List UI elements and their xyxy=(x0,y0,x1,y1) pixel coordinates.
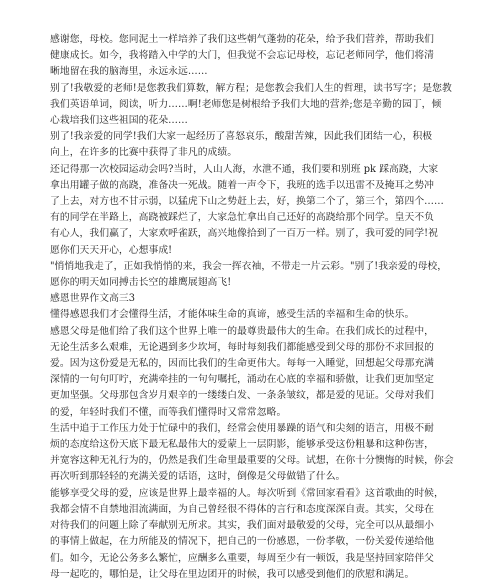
text-line: 向上，在许多的比赛中获得了非凡的成绩。 xyxy=(50,147,238,159)
text-line: 别了!我敬爱的老师!是您教我们算数，解方程；是您教会我们人生的哲理，读书写字；是您教 xyxy=(50,82,452,94)
text-line: 健康成长。如今，我将踏入中学的大门，但我觉不会忘记母校，忘记老师同学，他们将清 xyxy=(50,50,435,62)
text-line: 爱。因为这份爱是无私的，因而比我们的生命更伟大。每每一入睡觉，回想起父母那充满 xyxy=(50,358,435,370)
text-line: 我都会情不自禁地泪流满面，为自己曾经很不得体的言行和态度深深自责。其实，父母在 xyxy=(50,503,435,515)
section-heading: 感恩世界作文高三3 xyxy=(50,293,136,305)
text-line: 晰地留在我的脑海里，永远永远…… xyxy=(50,66,208,78)
text-line: 还记得那一次校园运动会吗?当时，人山人海，水泄不通，我们要和别班 pk 踩高跷，大家 xyxy=(50,163,439,175)
text-line: 母一起吃的，哪怕是，让父母在里边团开的时候，我可以感受到他们的欣慰和满足。 xyxy=(50,568,415,580)
text-line: 愿你们天天开心，心想事成! xyxy=(50,244,173,256)
text-line: 有心人，我们赢了，大家欢呼雀跃，高兴地像拾到了一百万一样。别了，我可爱的同学!祝 xyxy=(50,228,439,240)
text-line: 的事情上做起，在力所能及的情况下，把自己的一份感恩，一份孝敬，一份关爱传递给他 xyxy=(50,536,435,548)
text-line: 心栽培我们这些祖国的花朵…… xyxy=(50,115,188,127)
text-line: 我们英语单词，阅读，听力……啊!老师您是树根给予我们大地的营养;您是辛勤的园丁，倾 xyxy=(50,98,442,110)
text-line: 懂得感恩我们才会懂得生活，才能体味生命的真谛，感受生活的幸福和生命的快乐。 xyxy=(50,309,415,321)
text-line: 烦的态度给这份天底下最无私最伟大的爱蒙上一层阴影，能够承受这份粗暴和这种伤害， xyxy=(50,439,435,451)
text-line: 的爱，年轻时我们不懂，而等我们懂得时又常常忽略。 xyxy=(50,406,287,418)
text-line: 拿出用罐子做的高跷，准备决一死战。随着一声令下，我班的选手以迅雷不及掩耳之势冲 xyxy=(50,179,435,191)
text-line: "悄悄地我走了，正如我悄悄的来，我会一挥衣袖，不带走一片云彩。"别了!我亲爱的母校， xyxy=(50,260,448,272)
text-line: 感恩父母是他们给了我们这个世界上唯一的最尊贵最伟大的生命。在我们成长的过程中， xyxy=(50,325,435,337)
text-line: 有的同学在半路上，高跷被踩烂了，大家急忙拿出自己还好的高跷给那个同学。皇天不负 xyxy=(50,212,435,224)
text-line: 愿你的明天如同搏击长空的雄鹰展翅高飞! xyxy=(50,277,232,289)
text-line: 对待我们的问题上除了奉献别无所求。其实，我们面对最敬爱的父母，完全可以从最细小 xyxy=(50,520,435,532)
text-line: 了上去，对方也不甘示弱，以猛虎下山之势赶上去，好，换第二个了，第三个，第四个…… xyxy=(50,196,444,208)
text-line: 更加坚强。父母那包含岁月艰辛的一缕缕白发、一条条皱纹，都是爱的见证。父母对我们 xyxy=(50,390,435,402)
text-line: 生活中追于工作压力处于忙碌中的我们，经常会使用暴躁的语气和尖刻的语言，用极不耐 xyxy=(50,422,435,434)
text-line: 并宽容这种无礼行为的，仍然是我们生命里最重要的父母。试想，在你十分懊悔的时候，你会 xyxy=(50,455,454,467)
text-line: 们。如今，无论公务多么繁忙，应酬多么重要，每周至少有一顿饭，我是坚持回家陪伴父 xyxy=(50,552,435,564)
text-line: 感谢您，母校。您同泥土一样培养了我们这些朝气蓬勃的花朵，给予我们营养，帮助我们 xyxy=(50,34,435,45)
text-line: 别了!我亲爱的同学!我们大家一起经历了喜怒哀乐，酸甜苦辣，因此我们团结一心，积极 xyxy=(50,131,433,143)
text-line: 能够享受父母的爱，应该是世界上最幸福的人。每次听到《常回家看看》这首歌曲的时候， xyxy=(50,487,444,499)
text-line: 再次听到那轻轻的充满关爱的话语，这时，倒像是父母做错了什么。 xyxy=(50,471,346,483)
text-line: 无论生活多么艰难，无论遇到多少坎坷，每时每刻我们都能感受到父母的那份不求回报的 xyxy=(50,341,435,353)
document-body xyxy=(50,32,458,583)
text-line: 深情的一句句叮咛，充满牵挂的一句句嘱托，涌动在心底的幸福和骄傲，让我们更加坚定 xyxy=(50,374,435,386)
